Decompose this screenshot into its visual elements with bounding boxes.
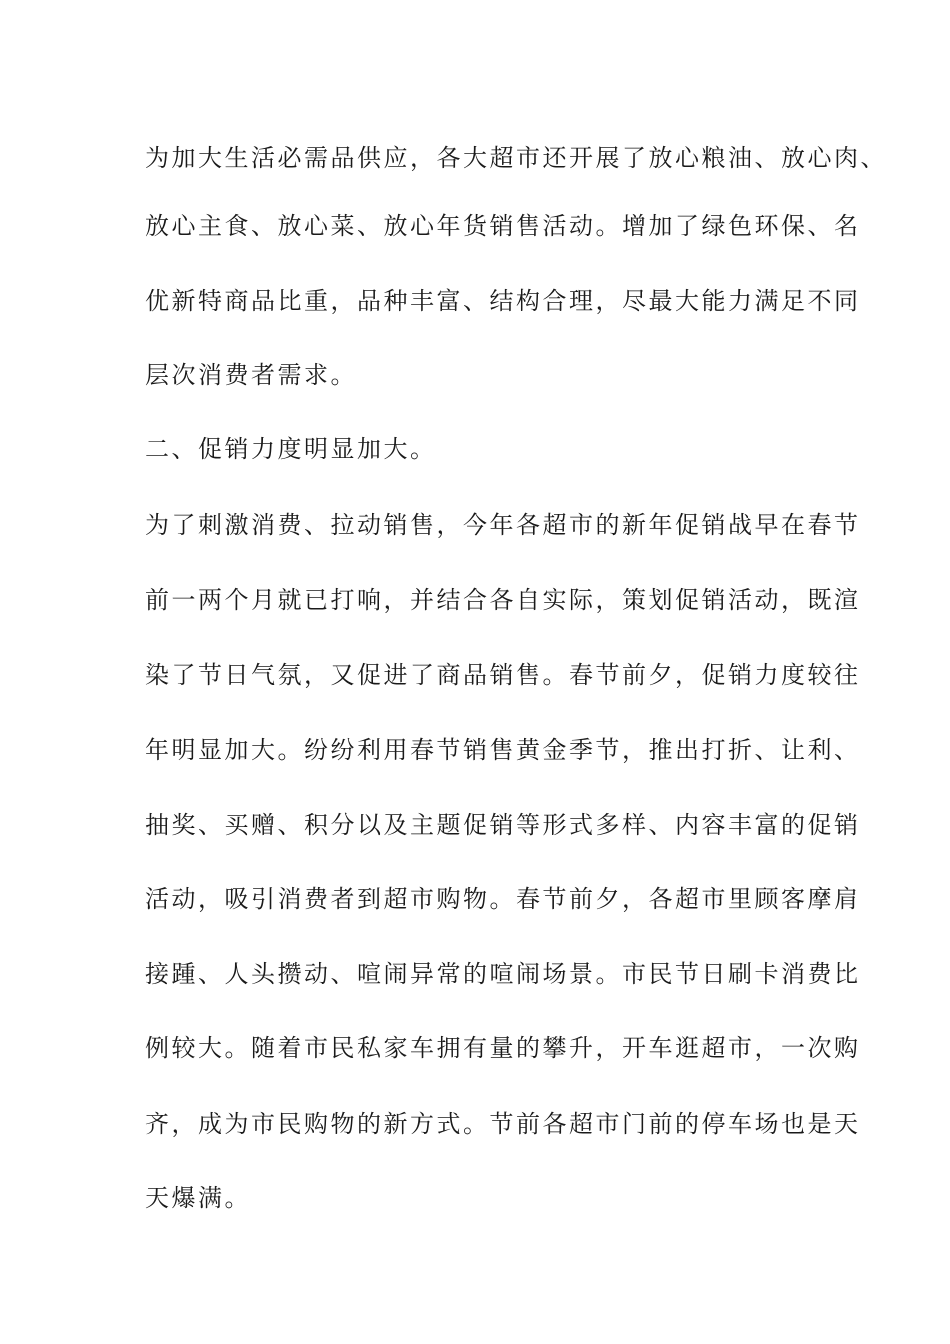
paragraph-line: 为了刺激消费、拉动销售，今年各超市的新年促销战早在春节 [145,511,861,539]
paragraph-line: 为加大生活必需品供应，各大超市还开展了放心粮油、放心肉、 [145,144,887,172]
paragraph-line: 接踵、人头攒动、喧闹异常的喧闹场景。市民节日刷卡消费比 [145,960,861,988]
paragraph-line: 抽奖、买赠、积分以及主题促销等形式多样、内容丰富的促销 [145,811,861,839]
paragraph-line: 前一两个月就已打响，并结合各自实际，策划促销活动，既渲 [145,586,861,614]
paragraph-line: 例较大。随着市民私家车拥有量的攀升，开车逛超市，一次购 [145,1034,861,1062]
paragraph-line: 活动，吸引消费者到超市购物。春节前夕，各超市里顾客摩肩 [145,885,861,913]
paragraph-line: 染了节日气氛，又促进了商品销售。春节前夕，促销力度较往 [145,661,861,689]
paragraph-line: 优新特商品比重，品种丰富、结构合理，尽最大能力满足不同 [145,287,861,315]
paragraph-line: 年明显加大。纷纷利用春节销售黄金季节，推出打折、让利、 [145,736,861,764]
paragraph-line: 齐，成为市民购物的新方式。节前各超市门前的停车场也是天 [145,1110,861,1138]
section-heading: 二、促销力度明显加大。 [145,435,437,463]
paragraph-line: 天爆满。 [145,1184,251,1212]
paragraph-line: 层次消费者需求。 [145,361,357,389]
paragraph-line: 放心主食、放心菜、放心年货销售活动。增加了绿色环保、名 [145,212,861,240]
